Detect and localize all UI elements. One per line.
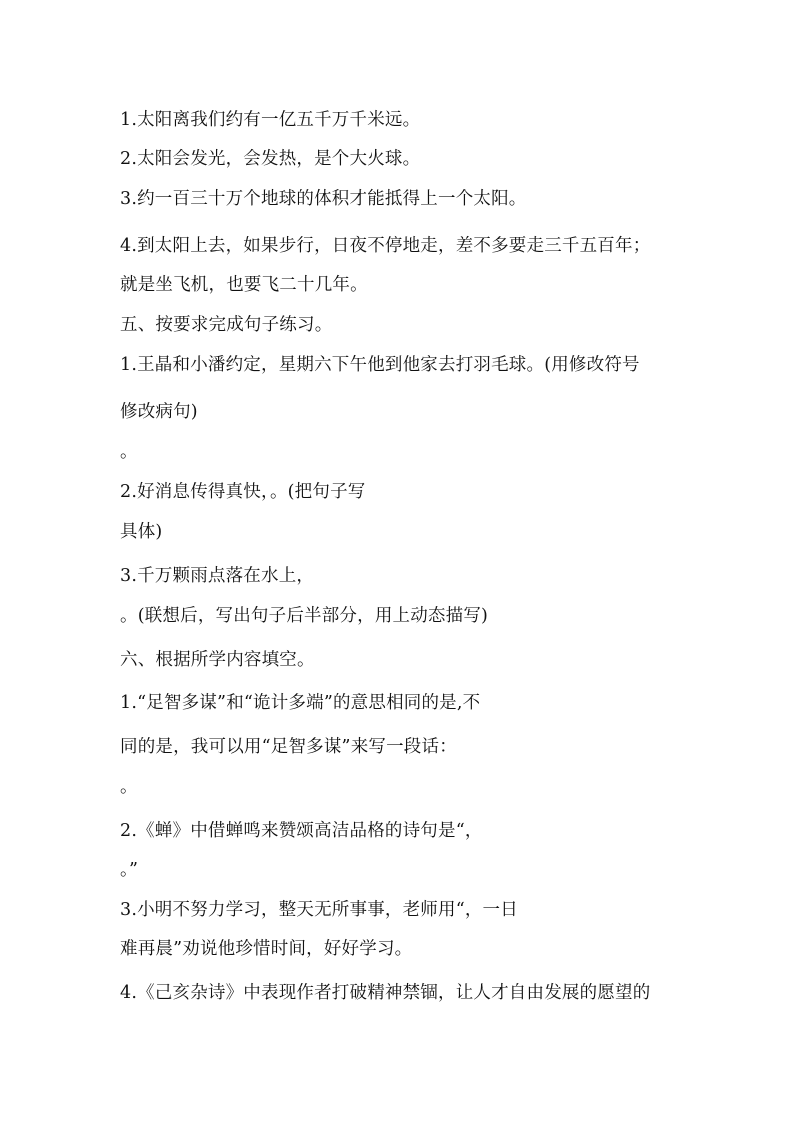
section5-q3: 3.千万颗雨点落在水上， xyxy=(120,566,315,586)
section6-q2: 2.《蝉》中借蝉鸣来赞颂高洁品格的诗句是“， xyxy=(120,821,483,841)
section5-q1: 1.王晶和小潘约定，星期六下午他到他家去打羽毛球。(用修改符号 xyxy=(120,355,640,375)
section6-q2-cont: 。” xyxy=(120,860,139,880)
judgment-item-3: 3.约一百三十万个地球的体积才能抵得上一个太阳。 xyxy=(120,189,527,209)
judgment-item-2: 2.太阳会发光，会发热，是个大火球。 xyxy=(120,149,421,169)
section5-q1-cont: 修改病句) xyxy=(120,402,198,422)
section6-q1: 1.“足智多谋”和“诡计多端”的意思相同的是,不 xyxy=(120,693,481,713)
section5-q2: 2.好消息传得真快，。(把句子写 xyxy=(120,482,366,502)
judgment-item-1: 1.太阳离我们约有一亿五千万千米远。 xyxy=(120,110,421,130)
section6-heading: 六、根据所学内容填空。 xyxy=(120,650,315,670)
section5-q2-cont: 具体) xyxy=(120,522,163,542)
section6-q1-cont: 同的是，我可以用“足智多谋”来写一段话： xyxy=(120,737,457,757)
section6-q3: 3.小明不努力学习，整天无所事事，老师用“，一日 xyxy=(120,900,518,920)
judgment-item-4: 4.到太阳上去，如果步行，日夜不停地走，差不多要走三千五百年； xyxy=(120,236,651,256)
section6-q1-answer: 。 xyxy=(120,777,138,797)
section5-q1-answer: 。 xyxy=(120,442,138,462)
judgment-item-4-cont: 就是坐飞机，也要飞二十几年。 xyxy=(120,275,368,295)
section6-q4: 4.《己亥杂诗》中表现作者打破精神禁锢，让人才自由发展的愿望的 xyxy=(120,983,651,1003)
section5-q3-cont: 。(联想后，写出句子后半部分，用上动态描写) xyxy=(120,606,489,626)
section5-heading: 五、按要求完成句子练习。 xyxy=(120,315,333,335)
section6-q3-cont: 难再晨”劝说他珍惜时间，好好学习。 xyxy=(120,939,413,959)
